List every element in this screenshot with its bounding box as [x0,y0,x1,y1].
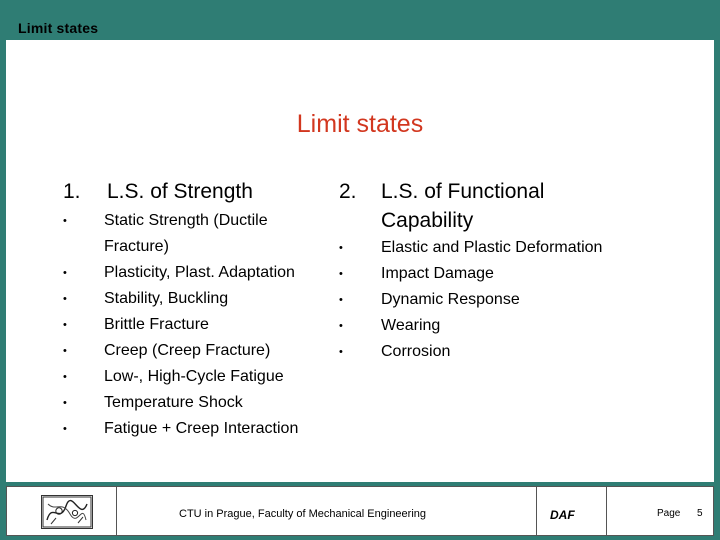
list-item-text: Creep (Creep Fracture) [104,342,271,359]
list-item [339,235,669,261]
list-item-text: Static Strength (Ductile Fracture) [104,212,268,255]
title-strip [0,0,720,38]
list-item-text: Stability, Buckling [104,290,229,307]
list-item [63,260,333,286]
slide-canvas [6,40,714,482]
list-item [63,338,333,364]
bullet-icon: • [63,345,67,357]
bullet-icon: • [63,267,67,279]
bullet-icon: • [339,320,343,332]
bullet-icon: • [63,423,67,435]
left-column-number: 1. [63,180,81,203]
footer-institution: CTU in Prague, Faculty of Mechanical Engineering [179,508,427,520]
bullet-icon: • [63,319,67,331]
list-item-text: Wearing [381,317,441,334]
list-item-text: Impact Damage [381,265,494,282]
page-number: 5 [697,508,703,519]
list-item [63,286,333,312]
list-item-text: Temperature Shock [104,394,243,411]
list-item-text: Elastic and Plastic Deformation [381,239,603,256]
right-column-heading [339,177,639,237]
bullet-icon: • [63,371,67,383]
university-logo-icon [41,495,93,529]
list-item [63,364,333,390]
bullet-icon: • [339,242,343,254]
page-label: Page [657,508,681,519]
list-item-text: Plasticity, Plast. Adaptation [104,264,295,281]
left-column-title: L.S. of Strength [107,180,253,203]
list-item-text: Corrosion [381,343,451,360]
right-bullet-list [339,235,669,365]
list-item-text: Dynamic Response [381,291,520,308]
list-item [339,313,669,339]
bullet-icon: • [63,215,67,227]
slide-heading: Limit states [296,110,424,138]
right-column-title-line2: Capability [381,209,474,232]
list-item [339,287,669,313]
list-item-text: Brittle Fracture [104,316,209,333]
list-item-text: Low-, High-Cycle Fatigue [104,368,284,385]
bullet-icon: • [63,397,67,409]
bullet-icon: • [339,346,343,358]
footer-label: DAF [550,508,575,522]
list-item [63,416,333,442]
left-bullet-list [63,208,333,442]
list-item [63,390,333,416]
list-item [63,312,333,338]
list-item [63,208,333,260]
list-item [339,261,669,287]
footer-bar [6,486,714,536]
bullet-icon: • [339,268,343,280]
bullet-icon: • [339,294,343,306]
right-column-title-line1: L.S. of Functional [381,180,545,203]
list-item-text: Fatigue + Creep Interaction [104,420,299,437]
bullet-icon: • [63,293,67,305]
right-column-number: 2. [339,180,357,203]
list-item [339,339,669,365]
window-title: Limit states [18,20,99,36]
left-column-heading [63,177,323,207]
